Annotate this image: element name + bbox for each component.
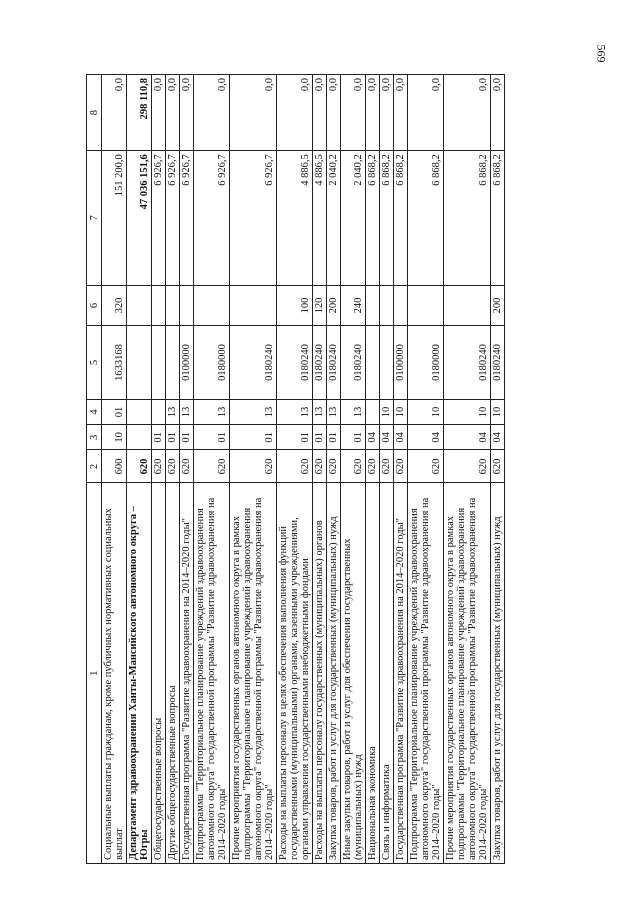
row-section: 10 — [102, 425, 127, 450]
row-amount: 6 868,2 — [444, 151, 491, 285]
row-ministry-code: 620 — [380, 450, 394, 483]
row-description: Департамент здравоохранения Ханты-Мансийского автономного округа – Югры — [127, 483, 152, 864]
page-number: 569 — [594, 44, 609, 63]
row-target-article — [152, 326, 166, 400]
table-row — [277, 75, 313, 864]
row-section: 04 — [491, 425, 505, 450]
table-row — [102, 75, 127, 864]
row-section: 01 — [277, 425, 313, 450]
row-target-article: 0180240 — [341, 326, 366, 400]
row-amount: 2 040,2 — [341, 151, 366, 285]
budget-table — [86, 74, 505, 864]
row-ministry-code: 620 — [180, 450, 194, 483]
row-expense-type — [194, 285, 230, 326]
row-expense-type: 240 — [341, 285, 366, 326]
row-subsection — [366, 399, 380, 424]
row-ministry-code: 620 — [277, 450, 313, 483]
row-amount: 6 926,7 — [166, 151, 180, 285]
row-target-article — [380, 326, 394, 400]
row-section: 04 — [444, 425, 491, 450]
row-amount-2: 0,0 — [394, 75, 408, 151]
table-row — [194, 75, 230, 864]
row-amount-2: 0,0 — [444, 75, 491, 151]
table-row — [180, 75, 194, 864]
row-amount: 4 886,5 — [277, 151, 313, 285]
row-section: 01 — [341, 425, 366, 450]
row-description: Национальная экономика — [366, 483, 380, 864]
row-expense-type: 120 — [313, 285, 327, 326]
header-col-5: 5 — [87, 326, 102, 400]
row-ministry-code: 620 — [230, 450, 277, 483]
row-target-article: 0180240 — [277, 326, 313, 400]
row-subsection: 13 — [327, 399, 341, 424]
row-section: 01 — [230, 425, 277, 450]
row-section: 01 — [313, 425, 327, 450]
row-amount-2: 0,0 — [366, 75, 380, 151]
row-target-article: 0180240 — [313, 326, 327, 400]
row-target-article: 0100000 — [394, 326, 408, 400]
row-ministry-code: 620 — [313, 450, 327, 483]
row-target-article — [166, 326, 180, 400]
table-row — [152, 75, 166, 864]
header-col-1: 1 — [87, 483, 102, 864]
row-section: 04 — [408, 425, 444, 450]
row-section — [127, 425, 152, 450]
row-amount-2: 0,0 — [230, 75, 277, 151]
row-amount: 6 926,7 — [194, 151, 230, 285]
header-col-7: 7 — [87, 151, 102, 285]
row-amount: 4 886,5 — [313, 151, 327, 285]
row-subsection: 13 — [194, 399, 230, 424]
row-description: Прочие мероприятия государственных органов автономного округа в рамках подпрограммы "Территориальное планирование учреждений здравоохранения автономного округа" государственной программы "Развитие здравоохранения на 2014–2020 годы" — [230, 483, 277, 864]
row-description: Другие общегосударственные вопросы — [166, 483, 180, 864]
row-target-article: 1633168 — [102, 326, 127, 400]
row-amount: 151 200,0 — [102, 151, 127, 285]
row-subsection: 10 — [444, 399, 491, 424]
rotated-table-container — [86, 74, 570, 864]
row-subsection: 13 — [341, 399, 366, 424]
row-description: Социальные выплаты гражданам, кроме публичных нормативных социальных выплат — [102, 483, 127, 864]
row-amount: 6 926,7 — [180, 151, 194, 285]
header-row — [87, 75, 102, 864]
row-amount-2: 0,0 — [341, 75, 366, 151]
header-col-4: 4 — [87, 399, 102, 424]
row-description: Связь и информатика — [380, 483, 394, 864]
table-row — [394, 75, 408, 864]
row-amount-2: 0,0 — [277, 75, 313, 151]
row-ministry-code: 620 — [408, 450, 444, 483]
row-ministry-code: 620 — [394, 450, 408, 483]
row-amount: 2 040,2 — [327, 151, 341, 285]
row-expense-type: 100 — [277, 285, 313, 326]
row-description: Расходы на выплаты персоналу в целях обеспечения выполнения функций государственными (муниципальными) органами, казенными учреждениями, органами управления государственными внебюджетными фондами — [277, 483, 313, 864]
row-section: 01 — [166, 425, 180, 450]
table-row — [408, 75, 444, 864]
row-description: Подпрограмма "Территориальное планирование учреждений здравоохранения автономного округа" государственной программы "Развитие здравоохранения на 2014–2020 годы" — [408, 483, 444, 864]
row-target-article: 0180240 — [491, 326, 505, 400]
row-expense-type — [180, 285, 194, 326]
row-ministry-code: 620 — [194, 450, 230, 483]
row-description: Иные закупки товаров, работ и услуг для обеспечения государственных (муниципальных) нужд — [341, 483, 366, 864]
row-subsection: 10 — [394, 399, 408, 424]
table-row — [444, 75, 491, 864]
row-amount-2: 0,0 — [166, 75, 180, 151]
row-amount-2: 0,0 — [180, 75, 194, 151]
row-subsection: 13 — [230, 399, 277, 424]
header-col-3: 3 — [87, 425, 102, 450]
row-amount-2: 0,0 — [491, 75, 505, 151]
row-section: 01 — [194, 425, 230, 450]
row-expense-type — [394, 285, 408, 326]
row-amount: 6 868,2 — [366, 151, 380, 285]
row-subsection: 13 — [277, 399, 313, 424]
row-subsection — [152, 399, 166, 424]
row-expense-type — [408, 285, 444, 326]
row-section: 01 — [327, 425, 341, 450]
row-expense-type — [366, 285, 380, 326]
row-description: Закупка товаров, работ и услуг для государственных (муниципальных) нужд — [327, 483, 341, 864]
row-description: Закупка товаров, работ и услуг для государственных (муниципальных) нужд — [491, 483, 505, 864]
row-expense-type — [444, 285, 491, 326]
header-col-8: 8 — [87, 75, 102, 151]
row-expense-type — [127, 285, 152, 326]
row-target-article — [366, 326, 380, 400]
row-amount-2: 0,0 — [380, 75, 394, 151]
row-target-article: 0180240 — [327, 326, 341, 400]
row-ministry-code: 620 — [341, 450, 366, 483]
row-expense-type — [380, 285, 394, 326]
row-subsection — [127, 399, 152, 424]
row-expense-type — [152, 285, 166, 326]
row-amount-2: 0,0 — [152, 75, 166, 151]
row-amount: 47 036 151,6 — [127, 151, 152, 285]
row-amount-2: 0,0 — [313, 75, 327, 151]
row-amount-2: 0,0 — [102, 75, 127, 151]
table-row — [327, 75, 341, 864]
row-subsection: 01 — [102, 399, 127, 424]
row-expense-type: 200 — [327, 285, 341, 326]
row-ministry-code: 620 — [152, 450, 166, 483]
row-target-article: 0180240 — [444, 326, 491, 400]
row-expense-type: 200 — [491, 285, 505, 326]
row-amount: 6 868,2 — [380, 151, 394, 285]
row-amount-2: 0,0 — [408, 75, 444, 151]
row-ministry-code: 620 — [127, 450, 152, 483]
row-amount: 6 926,7 — [230, 151, 277, 285]
row-target-article: 0180000 — [408, 326, 444, 400]
row-target-article: 0180000 — [194, 326, 230, 400]
row-description: Общегосударственные вопросы — [152, 483, 166, 864]
row-section: 01 — [180, 425, 194, 450]
table-row — [491, 75, 505, 864]
table-row — [380, 75, 394, 864]
table-row — [166, 75, 180, 864]
row-amount: 6 868,2 — [491, 151, 505, 285]
row-description: Государственная программа "Развитие здравоохранения на 2014–2020 годы" — [180, 483, 194, 864]
row-subsection: 10 — [408, 399, 444, 424]
row-amount-2: 0,0 — [194, 75, 230, 151]
header-col-6: 6 — [87, 285, 102, 326]
row-subsection: 13 — [180, 399, 194, 424]
row-description: Расходы на выплаты персоналу государственных (муниципальных) органов — [313, 483, 327, 864]
row-description: Подпрограмма "Территориальное планирование учреждений здравоохранения автономного округа" государственной программы "Развитие здравоохранения на 2014–2020 годы" — [194, 483, 230, 864]
row-amount: 6 926,7 — [152, 151, 166, 285]
row-section: 01 — [152, 425, 166, 450]
table-body — [102, 75, 505, 864]
row-target-article: 0180240 — [230, 326, 277, 400]
row-expense-type: 320 — [102, 285, 127, 326]
row-amount-2: 298 110,8 — [127, 75, 152, 151]
row-subsection: 10 — [491, 399, 505, 424]
row-description: Государственная программа "Развитие здравоохранения на 2014–2020 годы" — [394, 483, 408, 864]
row-section: 04 — [380, 425, 394, 450]
row-subsection: 13 — [313, 399, 327, 424]
row-expense-type — [230, 285, 277, 326]
table-row — [230, 75, 277, 864]
row-amount: 6 868,2 — [408, 151, 444, 285]
row-section: 04 — [366, 425, 380, 450]
row-ministry-code: 620 — [366, 450, 380, 483]
table-row — [127, 75, 152, 864]
row-ministry-code: 600 — [102, 450, 127, 483]
table-row — [366, 75, 380, 864]
row-target-article — [127, 326, 152, 400]
row-target-article: 0100000 — [180, 326, 194, 400]
row-ministry-code: 620 — [327, 450, 341, 483]
row-subsection: 10 — [380, 399, 394, 424]
header-col-2: 2 — [87, 450, 102, 483]
table-row — [313, 75, 327, 864]
row-expense-type — [166, 285, 180, 326]
table-row — [341, 75, 366, 864]
row-section: 04 — [394, 425, 408, 450]
row-ministry-code: 620 — [444, 450, 491, 483]
row-description: Прочие мероприятия государственных органов автономного округа в рамках подпрограммы "Территориальное планирование учреждений здравоохранения автономного округа" государственной программы "Развитие здравоохранения на 2014–2020 годы" — [444, 483, 491, 864]
row-amount-2: 0,0 — [327, 75, 341, 151]
row-ministry-code: 620 — [491, 450, 505, 483]
row-amount: 6 868,2 — [394, 151, 408, 285]
row-subsection: 13 — [166, 399, 180, 424]
row-ministry-code: 620 — [166, 450, 180, 483]
